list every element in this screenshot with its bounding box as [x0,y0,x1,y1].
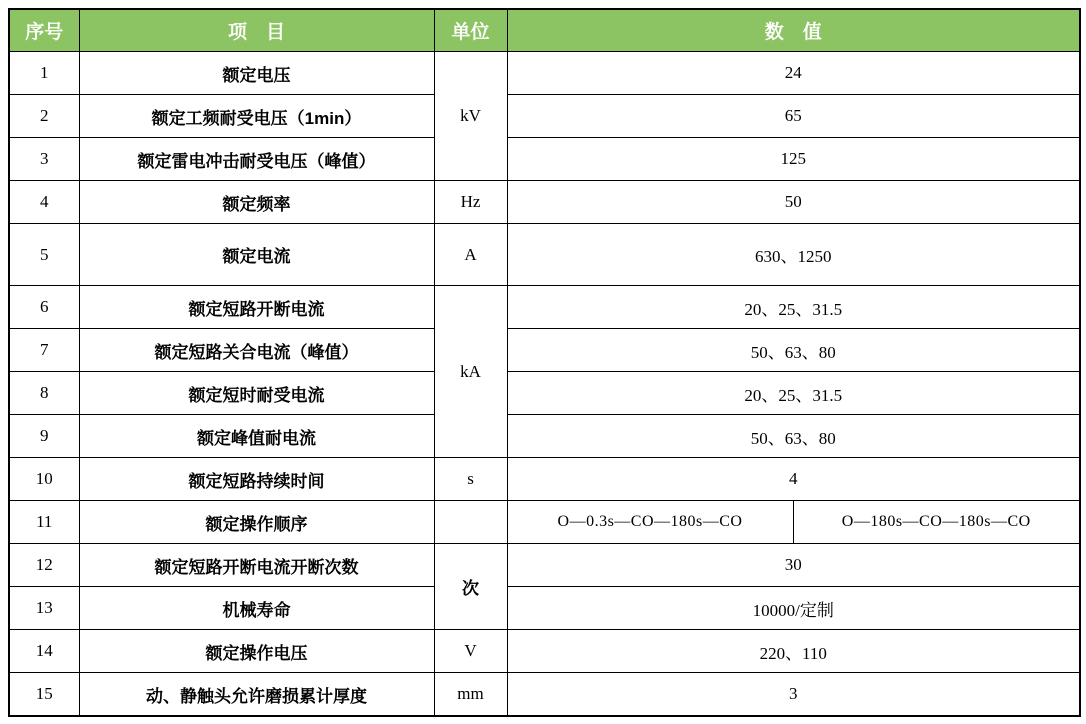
row-6-unit-cell: kA [434,286,507,458]
row-3-no-cell: 3 [9,138,79,181]
row-13-no-cell: 13 [9,587,79,630]
row-13-item-cell: 机械寿命 [79,587,434,630]
table-row-11 [9,501,1080,544]
row-3-item-cell: 额定雷电冲击耐受电压（峰值） [79,138,434,181]
table-row-13 [9,587,1080,630]
row-9-item-cell: 额定峰值耐电流 [79,415,434,458]
row-13-value-cell: 10000/定制 [507,587,1080,630]
row-2-item-cell: 额定工频耐受电压（1min） [79,95,434,138]
row-11-no-cell: 11 [9,501,79,544]
table-row-9 [9,415,1080,458]
row-12-item-cell: 额定短路开断电流开断次数 [79,544,434,587]
spec-table [8,8,1081,717]
row-15-unit-cell: mm [434,673,507,717]
row-14-no-cell: 14 [9,630,79,673]
row-4-unit-cell: Hz [434,181,507,224]
row-9-no-cell: 9 [9,415,79,458]
row-12-no-cell: 12 [9,544,79,587]
row-6-value-cell: 20、25、31.5 [507,286,1080,329]
row-8-value-cell: 20、25、31.5 [507,372,1080,415]
row-10-item-cell: 额定短路持续时间 [79,458,434,501]
row-1-item-cell: 额定电压 [79,52,434,95]
row-6-item-cell: 额定短路开断电流 [79,286,434,329]
table-row-5 [9,224,1080,286]
row-1-value-cell: 24 [507,52,1080,95]
row-11-value-cell-1: O—0.3s—CO—180s—CO [507,501,793,544]
table-row-1 [9,52,1080,95]
table-row-8 [9,372,1080,415]
row-9-value-cell: 50、63、80 [507,415,1080,458]
table-row-7 [9,329,1080,372]
table-row-3 [9,138,1080,181]
row-11-value-cell-2: O—180s—CO—180s—CO [793,501,1080,544]
row-10-unit-cell: s [434,458,507,501]
row-12-unit-cell: 次 [434,544,507,630]
table-row-12 [9,544,1080,587]
row-14-value-cell: 220、110 [507,630,1080,673]
header-col-unit: 单位 [434,9,507,52]
row-11-unit-cell [434,501,507,544]
header-col-value: 数 值 [507,9,1080,52]
row-8-no-cell: 8 [9,372,79,415]
row-4-value-cell: 50 [507,181,1080,224]
header-col-no: 序号 [9,9,79,52]
row-12-value-cell: 30 [507,544,1080,587]
row-15-item-cell: 动、静触头允许磨损累计厚度 [79,673,434,717]
row-4-no-cell: 4 [9,181,79,224]
row-5-value-cell: 630、1250 [507,224,1080,286]
table-row-4 [9,181,1080,224]
row-1-unit-cell: kV [434,52,507,181]
row-10-no-cell: 10 [9,458,79,501]
spec-table-body [9,52,1080,717]
row-7-item-cell: 额定短路关合电流（峰值） [79,329,434,372]
table-row-10 [9,458,1080,501]
row-3-value-cell: 125 [507,138,1080,181]
table-row-6 [9,286,1080,329]
table-row-2 [9,95,1080,138]
row-11-item-cell: 额定操作顺序 [79,501,434,544]
row-6-no-cell: 6 [9,286,79,329]
row-14-item-cell: 额定操作电压 [79,630,434,673]
header-row [9,9,1080,52]
row-14-unit-cell: V [434,630,507,673]
row-4-item-cell: 额定频率 [79,181,434,224]
header-col-item: 项 目 [79,9,434,52]
row-5-unit-cell: A [434,224,507,286]
row-15-value-cell: 3 [507,673,1080,717]
row-7-value-cell: 50、63、80 [507,329,1080,372]
row-5-item-cell: 额定电流 [79,224,434,286]
row-2-value-cell: 65 [507,95,1080,138]
row-15-no-cell: 15 [9,673,79,717]
row-10-value-cell: 4 [507,458,1080,501]
row-2-no-cell: 2 [9,95,79,138]
row-7-no-cell: 7 [9,329,79,372]
row-5-no-cell: 5 [9,224,79,286]
row-8-item-cell: 额定短时耐受电流 [79,372,434,415]
row-1-no-cell: 1 [9,52,79,95]
table-row-15 [9,673,1080,717]
table-row-14 [9,630,1080,673]
